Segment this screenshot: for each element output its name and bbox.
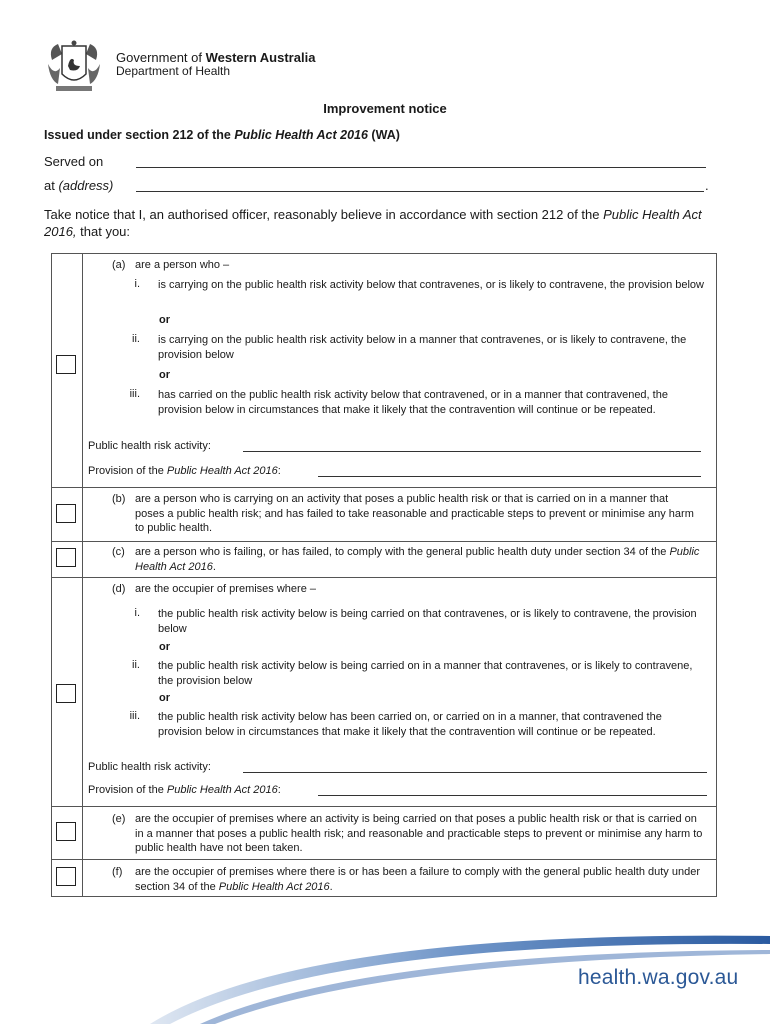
option-a-item-iii: has carried on the public health risk activity below that contravened, or in a manner that contravened, the provision below in circumstances that make it likely that the contravention will continue or be repeated. — [158, 389, 668, 416]
checkbox-option-e[interactable] — [56, 822, 76, 841]
option-a-letter: (a) — [112, 259, 126, 271]
option-c-text: are a person who is failing, or has failed, to comply with the general public health duty under section 34 of the Public Health Act 2016. — [135, 546, 700, 573]
provision-label-a: Provision of the Public Health Act 2016: — [88, 465, 281, 477]
option-d-item-iii: the public health risk activity below has been carried on, or carried on in a manner, that contravened the provision below in circumstances that make it likely that the contravention will continue or be repeated. — [158, 711, 662, 738]
address-field[interactable] — [136, 191, 704, 192]
intro-paragraph: Take notice that I, an authorised officer, reasonably believe in accordance with section 212 of the Public Health Act 2016, that you: — [44, 207, 702, 239]
option-d-item-ii: the public health risk activity below is being carried on in a manner that contravenes, or is likely to contravene, the provision below — [158, 660, 693, 687]
option-e-text: are the occupier of premises where an activity is being carried on that poses a public health risk or that is carried on in a manner that poses a public health risk; and reasonable and practicable steps to prevent or minimise any harm to public health have not been taken. — [135, 813, 703, 854]
served-on-label: Served on — [44, 154, 104, 169]
provision-label-d: Provision of the Public Health Act 2016: — [88, 784, 281, 796]
option-f-text: are the occupier of premises where there is or has been a failure to comply with the general public health duty under section 34 of the Public Health Act 2016. — [135, 866, 700, 893]
option-b-text: are a person who is carrying on an activity that poses a public health risk or that is carried on in a manner that poses a public health risk; and has failed to take reasonable and practicable steps to prevent or minimise any harm to public health. — [135, 493, 694, 534]
activity-label-a: Public health risk activity: — [88, 440, 211, 452]
government-name: Government of Western Australia — [116, 50, 316, 65]
checkbox-option-c[interactable] — [56, 548, 76, 567]
checkbox-option-a[interactable] — [56, 355, 76, 374]
served-on-field[interactable] — [136, 167, 706, 168]
provision-field-a[interactable] — [318, 476, 701, 477]
provision-field-d[interactable] — [318, 795, 707, 796]
checkbox-option-f[interactable] — [56, 867, 76, 886]
activity-label-d: Public health risk activity: — [88, 761, 211, 773]
footer-swoosh-graphic — [0, 900, 770, 1024]
option-a-item-ii: is carrying on the public health risk activity below in a manner that contravenes, or is likely to contravene, the provision below — [158, 334, 687, 361]
department-name: Department of Health — [116, 64, 231, 78]
checkbox-option-b[interactable] — [56, 504, 76, 523]
issued-under-line: Issued under section 212 of the Public Health Act 2016 (WA) — [44, 128, 400, 142]
option-a-item-i: is carrying on the public health risk activity below that contravenes, or is likely to contravene, the provision below — [158, 279, 704, 291]
option-d-item-i: the public health risk activity below is being carried on that contravenes, or is likely to contravene, the provision below — [158, 608, 697, 635]
document-title: Improvement notice — [323, 101, 447, 116]
wa-crest-logo — [44, 40, 104, 96]
activity-field-a[interactable] — [243, 451, 701, 452]
activity-field-d[interactable] — [243, 772, 707, 773]
option-d-text: are the occupier of premises where – — [135, 583, 316, 595]
address-label: at (address) — [44, 178, 114, 193]
option-a-text: are a person who – — [135, 259, 230, 271]
checkbox-option-d[interactable] — [56, 684, 76, 703]
footer-website-link[interactable]: health.wa.gov.au — [578, 966, 739, 989]
